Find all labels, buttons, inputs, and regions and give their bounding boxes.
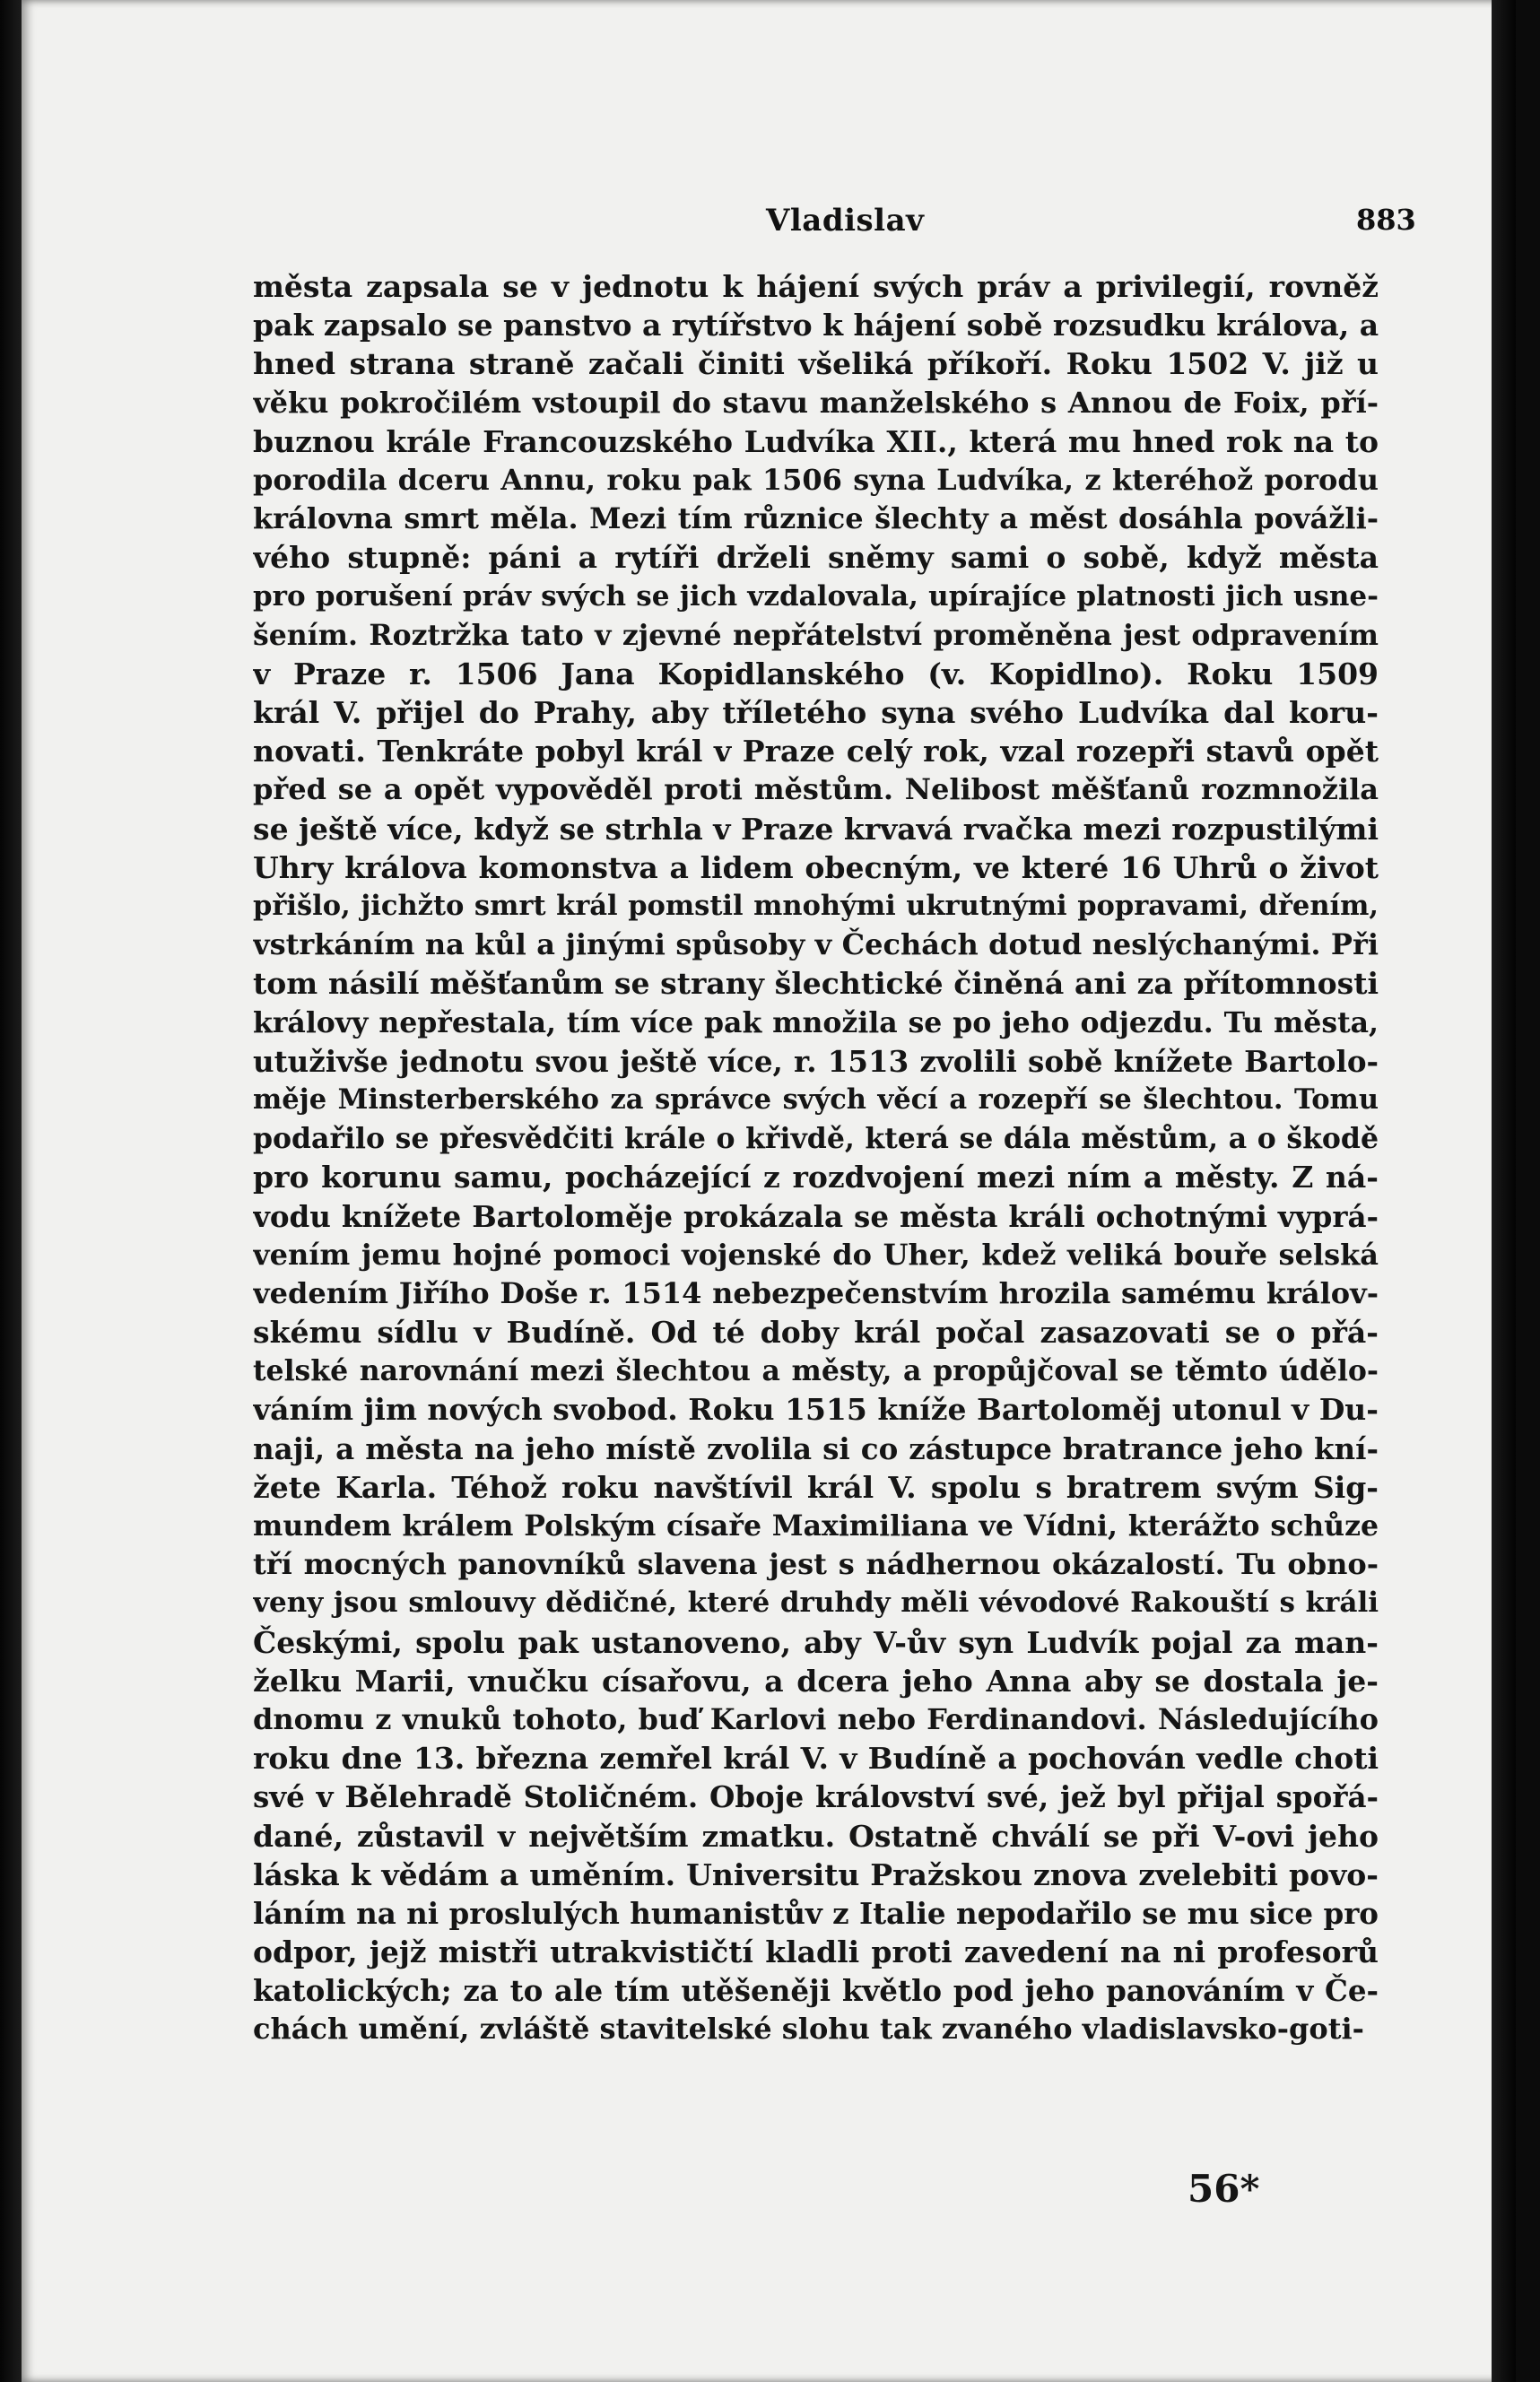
text-line: porodila dceru Annu, roku pak 1506 syna Ludvíka, z kteréhož porodu [253, 462, 1379, 497]
text-line: váním jim nových svobod. Roku 1515 kníže Bartoloměj utonul v Du- [253, 1392, 1379, 1428]
text-line: královna smrt měla. Mezi tím různice šlechty a měst dosáhla povážli- [253, 501, 1379, 536]
text-line: utuživše jednotu svou ještě více, r. 1513 zvolili sobě knížete Bartolo- [253, 1043, 1379, 1079]
text-line: šením. Roztržka tato v zjevné nepřátelství proměněna jest odpravením [253, 618, 1379, 652]
text-line: žete Karla. Téhož roku navštívil král V. spolu s bratrem svým Sig- [253, 1469, 1379, 1505]
text-line: skému sídlu v Budíně. Od té doby král počal zasazovati se o přá- [253, 1315, 1379, 1351]
text-line: vstrkáním na kůl a jinými spůsoby v Čechách dotud neslýchanými. Při [253, 927, 1379, 962]
text-line: láním na ni proslulých humanistův z Italie nepodařilo se mu sice pro [253, 1895, 1379, 1931]
text-line: roku dne 13. března zemřel král V. v Budíně a pochován vedle choti [253, 1741, 1379, 1777]
text-line: vodu knížete Bartoloměje prokázala se města králi ochotnými vyprá- [253, 1198, 1379, 1234]
text-line: láska k vědám a uměním. Universitu Pražskou znova zvelebiti povo- [253, 1856, 1379, 1892]
page-number: 883 [1356, 203, 1416, 237]
text-line: pro korunu samu, pocházející z rozdvojení mezi ním a městy. Z ná- [253, 1160, 1379, 1195]
page-edge-right [1492, 0, 1516, 2382]
text-line: vedením Jiřího Doše r. 1514 nebezpečenstvím hrozila samému králov- [253, 1275, 1379, 1310]
text-line: Českými, spolu pak ustanoveno, aby V-ův syn Ludvík pojal za man- [253, 1624, 1379, 1660]
text-line: měje Minsterberského za správce svých věcí a rozepří se šlechtou. Tomu [253, 1082, 1379, 1116]
text-line: hned strana straně začali činiti všeliká příkoří. Roku 1502 V. již u [253, 346, 1379, 382]
text-line: naji, a města na jeho místě zvolila si co zástupce bratrance jeho kní- [253, 1430, 1379, 1466]
text-line: královy nepřestala, tím více pak množila se po jeho odjezdu. Tu města, [253, 1005, 1379, 1039]
text-line: veny jsou smlouvy dědičné, které druhdy měli vévodové Rakouští s králi [253, 1587, 1379, 1620]
text-line: telské narovnání mezi šlechtou a městy, a propůjčoval se těmto údělo- [253, 1354, 1379, 1388]
text-line: Uhry králova komonstva a lidem obecným, ve které 16 Uhrů o život [253, 849, 1379, 885]
body-text [253, 267, 1379, 2049]
text-line: v Praze r. 1506 Jana Kopidlanského (v. Kopidlno). Roku 1509 [253, 656, 1379, 691]
text-line: své v Bělehradě Stoličném. Oboje království své, jež byl přijal spořá- [253, 1779, 1379, 1815]
text-line: chách umění, zvláště stavitelské slohu tak zvaného vladislavsko-goti- [253, 2012, 1364, 2047]
text-line: tom násilí měšťanům se strany šlechtické činěná ani za přítomnosti [253, 966, 1379, 1002]
text-line: vého stupně: páni a rytíři drželi sněmy sami o sobě, když města [253, 540, 1379, 576]
text-line: odpor, jejž mistři utrakvističtí kladli proti zavedení na ni profesorů [253, 1934, 1379, 1970]
text-line: tří mocných panovníků slavena jest s nádhernou okázalostí. Tu obno- [253, 1547, 1379, 1582]
text-line: podařilo se přesvědčiti krále o křivdě, která se dála městům, a o škodě [253, 1122, 1379, 1156]
text-line: vením jemu hojné pomoci vojenské do Uher, kdež veliká bouře selská [253, 1237, 1379, 1272]
book-binding-left [0, 0, 22, 2382]
text-line: buznou krále Francouzského Ludvíka XII., která mu hned rok na to [253, 423, 1379, 459]
book-page [22, 0, 1516, 2382]
text-line: novati. Tenkráte pobyl král v Praze celý rok, vzal rozepři stavů opět [253, 734, 1379, 769]
text-line: přišlo, jichžto smrt král pomstil mnohými ukrutnými popravami, dřením, [253, 890, 1379, 922]
text-line: katolických; za to ale tím utěšeněji květlo pod jeho panováním v Če- [253, 1973, 1379, 2009]
text-line: pak zapsalo se panstvo a rytířstvo k hájení sobě rozsudku králova, a [253, 308, 1379, 343]
text-line: se ještě více, když se strhla v Praze krvavá rvačka mezi rozpustilými [253, 811, 1379, 847]
text-line: pro porušení práv svých se jich vzdalovala, upírajíce platnosti jich usne- [253, 579, 1379, 613]
text-line: před se a opět vypověděl proti městům. Nelibost měšťanů rozmnožila [253, 772, 1379, 807]
text-line: věku pokročilém vstoupil do stavu manželského s Annou de Foix, pří- [253, 385, 1379, 420]
text-line: mundem králem Polským císaře Maximiliana ve Vídni, kterážto schůze [253, 1509, 1379, 1543]
text-line: dané, zůstavil v největším zmatku. Ostatně chválí se při V-ovi jeho [253, 1818, 1379, 1854]
text-line: dnomu z vnuků tohoto, buď Karlovi nebo Ferdinandovi. Následujícího [253, 1701, 1379, 1736]
printer-signature-mark: 56* [1188, 2167, 1260, 2211]
text-line: želku Marii, vnučku císařovu, a dcera jeho Anna aby se dostala je- [253, 1663, 1379, 1699]
text-line: města zapsala se v jednotu k hájení svých práv a privilegií, rovněž [253, 269, 1379, 304]
text-line: král V. přijel do Prahy, aby tříletého syna svého Ludvíka dal koru- [253, 695, 1379, 731]
running-header-title: Vladislav [766, 203, 925, 239]
